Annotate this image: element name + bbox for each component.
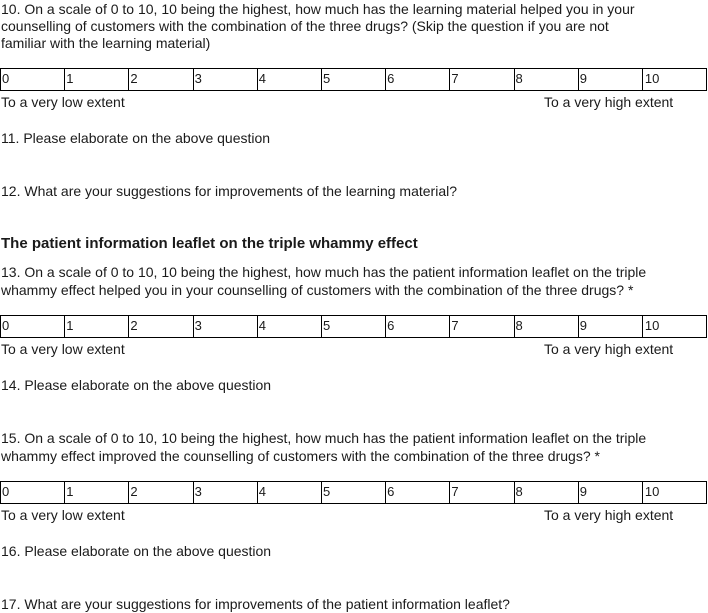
- scale-option-0[interactable]: 0: [1, 482, 65, 503]
- scale-option-1[interactable]: 1: [65, 316, 129, 337]
- scale-high-anchor: To a very high extent: [544, 341, 674, 357]
- question-10-line-1: 10. On a scale of 0 to 10, 10 being the highest, how much has the learning material helped you in your: [1, 1, 635, 17]
- scale-option-6[interactable]: 6: [386, 316, 450, 337]
- scale-option-1[interactable]: 1: [65, 482, 129, 503]
- scale-option-9[interactable]: 9: [579, 316, 643, 337]
- rating-scale-q15[interactable]: [0, 481, 707, 504]
- scale-low-anchor: To a very low extent: [1, 94, 125, 110]
- scale-option-8[interactable]: 8: [515, 69, 579, 90]
- scale-option-2[interactable]: 2: [129, 482, 193, 503]
- scale-option-10[interactable]: 10: [643, 316, 707, 337]
- scale-option-7[interactable]: 7: [450, 482, 514, 503]
- question-14: 14. Please elaborate on the above question: [1, 377, 272, 393]
- scale-option-10[interactable]: 10: [643, 482, 707, 503]
- scale-option-7[interactable]: 7: [450, 316, 514, 337]
- scale-low-anchor: To a very low extent: [1, 507, 125, 523]
- scale-option-6[interactable]: 6: [386, 482, 450, 503]
- scale-option-10[interactable]: 10: [643, 69, 707, 90]
- scale-option-0[interactable]: 0: [1, 69, 65, 90]
- scale-option-4[interactable]: 4: [258, 316, 322, 337]
- scale-option-0[interactable]: 0: [1, 316, 65, 337]
- scale-option-5[interactable]: 5: [322, 316, 386, 337]
- scale-option-7[interactable]: 7: [450, 69, 514, 90]
- scale-option-5[interactable]: 5: [322, 69, 386, 90]
- question-13-line-1: 13. On a scale of 0 to 10, 10 being the highest, how much has the patient information leaflet on the triple: [1, 264, 647, 280]
- question-12: 12. What are your suggestions for improvements of the learning material?: [1, 183, 458, 199]
- scale-option-9[interactable]: 9: [579, 69, 643, 90]
- scale-high-anchor: To a very high extent: [544, 94, 674, 110]
- scale-option-9[interactable]: 9: [579, 482, 643, 503]
- scale-option-8[interactable]: 8: [515, 482, 579, 503]
- question-15-line-2: whammy effect improved the counselling of customers with the combination of the three drugs? *: [1, 448, 600, 464]
- question-15-line-1: 15. On a scale of 0 to 10, 10 being the highest, how much has the patient information leaflet on the triple: [1, 430, 647, 446]
- question-13-line-2: whammy effect helped you in your counselling of customers with the combination of the three drugs? *: [1, 282, 634, 298]
- scale-option-6[interactable]: 6: [386, 69, 450, 90]
- scale-option-3[interactable]: 3: [194, 482, 258, 503]
- scale-option-2[interactable]: 2: [129, 316, 193, 337]
- rating-scale-q13[interactable]: [0, 315, 707, 338]
- question-17: 17. What are your suggestions for improvements of the patient information leaflet?: [1, 596, 510, 612]
- question-16: 16. Please elaborate on the above question: [1, 543, 272, 559]
- scale-option-2[interactable]: 2: [129, 69, 193, 90]
- scale-option-3[interactable]: 3: [194, 316, 258, 337]
- scale-option-8[interactable]: 8: [515, 316, 579, 337]
- section-heading: The patient information leaflet on the triple whammy effect: [1, 235, 418, 252]
- scale-option-4[interactable]: 4: [258, 482, 322, 503]
- question-11: 11. Please elaborate on the above question: [1, 130, 271, 146]
- scale-high-anchor: To a very high extent: [544, 507, 674, 523]
- scale-option-4[interactable]: 4: [258, 69, 322, 90]
- scale-option-1[interactable]: 1: [65, 69, 129, 90]
- scale-option-5[interactable]: 5: [322, 482, 386, 503]
- rating-scale-q10[interactable]: [0, 68, 707, 91]
- scale-low-anchor: To a very low extent: [1, 341, 125, 357]
- question-10-line-2: counselling of customers with the combination of the three drugs? (Skip the question if you are not: [1, 18, 609, 34]
- scale-option-3[interactable]: 3: [194, 69, 258, 90]
- question-10-line-3: familiar with the learning material): [1, 35, 211, 51]
